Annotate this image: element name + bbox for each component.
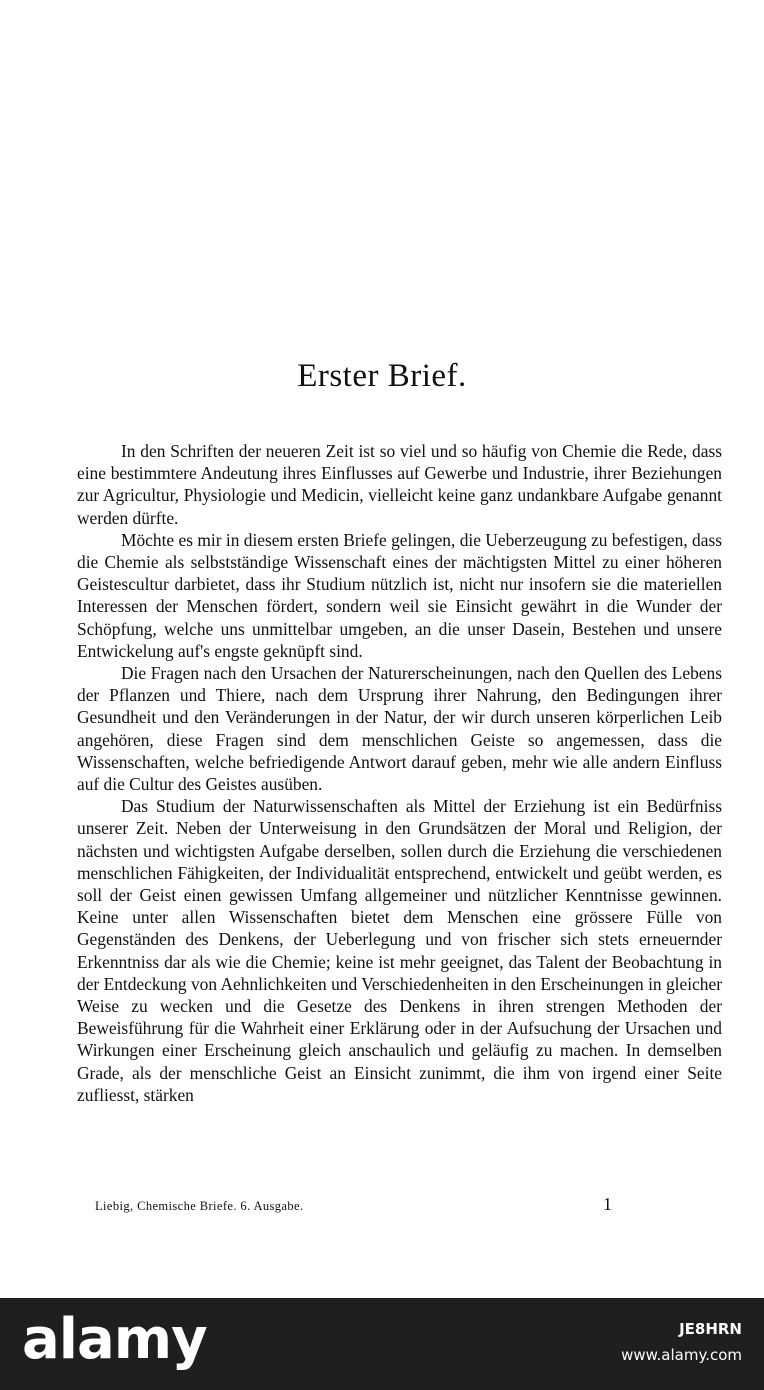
body-text [77,440,722,1106]
page-footer [77,1194,722,1215]
paragraph-2: Möchte es mir in diesem ersten Briefe gelingen, die Ueberzeugung zu befestigen, dass die Chemie als selbstständige Wissenschaft eines der mächtigsten Mittel zu einer höheren Geistescultur darbietet, dass ihr Studium nützlich ist, nicht nur insofern sie die materiellen Interessen der Menschen fördert, sondern weil sie Einsicht gewährt in die Wunder der Schöpfung, welche uns unmittelbar umgeben, an die unser Dasein, Bestehen und unsere Entwickelung auf's engste geknüpft sind. [77,529,722,661]
watermark-url: www.alamy.com [621,1346,742,1364]
paragraph-1: In den Schriften der neueren Zeit ist so viel und so häufig von Chemie die Rede, dass eine bestimmtere Andeutung ihres Einflusses auf Gewerbe und Industrie, ihrer Beziehungen zur Agricultur, Physiologie und Medicin, vielleicht keine ganz undankbare Aufgabe genannt werden dürfte. [77,441,722,528]
chapter-title: Erster Brief. [297,358,467,394]
paragraph-4: Das Studium der Naturwissenschaften als Mittel der Erziehung ist ein Bedürfniss unserer Zeit. Neben der Unterweisung in den Grundsätzen der Moral und Religion, der nächsten und wichtigsten Aufgabe derselben, sollen durch die Erziehung die verschiedenen menschlichen Fähigkeiten, der Individualität entsprechend, entwickelt und geübt werden, es soll der Geist einen gewissen Umfang allgemeiner und nützlicher Kenntnisse gewinnen. Keine unter allen Wissenschaften bietet dem Menschen eine grössere Fülle von Gegenständen des Denkens, der Ueberlegung und von frischer sich stets erneuernder Erkenntniss dar als wie die Chemie; keine ist mehr geeignet, das Talent der Beobachtung in der Entdeckung von Aehnlichkeiten und Verschiedenheiten in den Erscheinungen in gleicher Weise zu wecken und die Gesetze des Denkens in ihren strengen Methoden der Beweisführung für die Wahrheit einer Erklärung oder in der Aufsuchung der Ursachen und Wirkungen einer Erscheinung gleich anschaulich und geläufig zu machen. In demselben Grade, als der menschliche Geist an Einsicht zunimmt, die ihm von irgend einer Seite zufliesst, stärken [77,796,722,1105]
watermark-bar [0,1298,764,1390]
running-footer: Liebig, Chemische Briefe. 6. Ausgabe. [95,1199,304,1213]
image-id-label: JE8HRN [679,1320,742,1338]
paragraph-3: Die Fragen nach den Ursachen der Naturerscheinungen, nach den Quellen des Lebens der Pflanzen und Thiere, nach dem Ursprung ihrer Nahrung, den Bedingungen ihrer Gesundheit und den Veränderungen in der Natur, der wir durch unseren körperlichen Leib angehören, diese Fragen sind dem menschlichen Geiste so angemessen, dass die Wissenschaften, welche befriedigende Antwort darauf geben, mehr wie alle andern Einfluss auf die Cultur des Geistes ausüben. [77,663,722,795]
page-number: 1 [603,1194,612,1214]
alamy-logo: alamy [22,1307,207,1372]
